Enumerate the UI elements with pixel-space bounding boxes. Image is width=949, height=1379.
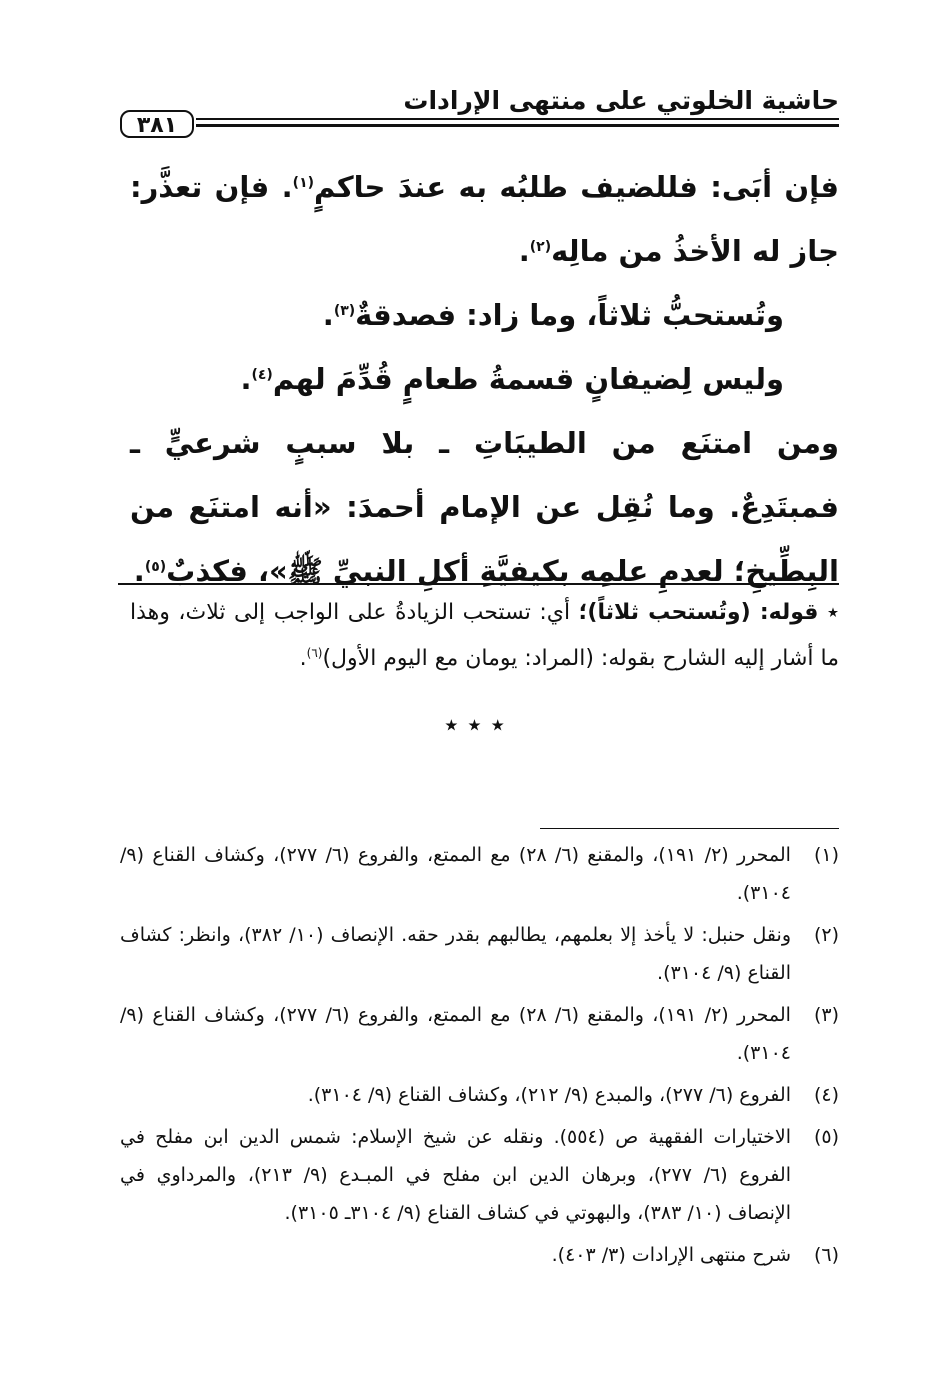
footnote-6: (٦) شرح منتهى الإرادات (٣/ ٤٠٣). [551,1244,839,1266]
page-number: ٣٨١ [120,110,194,138]
paragraph-1: فإن أبَى: فللضيف طلبُه به عندَ حاكمٍ$^{(١)}$. فإن تعذَّر: جاز له الأخذُ من مالِه$^{(٢)}$. [130,170,839,268]
footnote-5: (٥) الاختيارات الفقهية ص (٥٥٤). ونقله عن شيخ الإسلام: شمس الدين ابن مفلح في الفروع (٦/ ٢٧٧)، وبرهان الدين ابن مفلح في المبـدع (٩/ ٢١٣)، والمرداوي في الإنصاف (١٠/ ٣٨٣)، والبهوتي في كشاف القناع (٩/ ٣١٠٤ـ ٣١٠٥). [120,1126,839,1224]
commentary-divider [118,583,839,585]
footnote-ref-3: (٣) [333,303,356,319]
paragraph-4: ومن امتنَع من الطيبَاتِ ـ بلا سببٍ شرعيٍّ ـ فمبتَدِعٌ. وما نُقِل عن الإمام أحمدَ: «أنه امتنَع من البِطِّيخِ؛ لعدمِ علمِه بكيفيَّةِ أكلِ النبيِّ ﷺ»، فكذبٌ$^{(٥)}$. [130,426,839,588]
paragraph-2: وتُستحبُّ ثلاثاً، وما زاد: فصدقةٌ$^{(٣)}$. [322,298,784,332]
footnote-ref-1: (١) [292,175,315,191]
header-rule-thick [196,124,839,127]
footnote-ref-5: (٥) [144,559,167,575]
running-title: حاشية الخلوتي على منتهى الإرادات [403,86,839,115]
footnote-ref-2: (٢) [529,239,552,255]
footnote-ref-6: (٦) [306,646,323,660]
footnote-ref-4: (٤) [251,367,273,383]
commentary-marker: ٭ [827,600,839,625]
footnote-1: (١) المحرر (٢/ ١٩١)، والمقنع (٦/ ٢٨) مع الممتع، والفروع (٦/ ٢٧٧)، وكشاف القناع (٩/ ٣١٠٤). [120,844,839,904]
footnotes [120,836,839,1278]
footnote-3: (٣) المحرر (٢/ ١٩١)، والمقنع (٦/ ٢٨) مع الممتع، والفروع (٦/ ٢٧٧)، وكشاف القناع (٩/ ٣١٠٤). [120,1004,839,1064]
commentary-paragraph: ٭ قوله: (وتُستحب ثلاثاً)؛ أي: تستحب الزيادةُ على الواجب إلى ثلاث، وهذا ما أشار إليه الشارح بقوله: (المراد: يومان مع اليوم الأول)$^{(٦)}$. [130,600,839,671]
footnote-2: (٢) ونقل حنبل: لا يأخذ إلا بعلمهم، يطالبهم بقدر حقه. الإنصاف (١٠/ ٣٨٢)، وانظر: كشاف القناع (٩/ ٣١٠٤). [120,924,839,984]
main-text [130,155,839,603]
section-separator-stars: ٭ ٭ ٭ [444,710,505,740]
commentary [130,590,839,682]
header-rule [196,118,839,120]
paragraph-3: وليس لِضيفانٍ قسمةُ طعامٍ قُدِّمَ لهم$^{(٤)}$. [240,362,784,396]
commentary-lemma: قوله: (وتُستحب ثلاثاً)؛ [578,600,819,625]
footnote-divider [540,828,839,829]
footnote-4: (٤) الفروع (٦/ ٢٧٧)، والمبدع (٩/ ٢١٢)، وكشاف القناع (٩/ ٣١٠٤). [307,1084,839,1106]
